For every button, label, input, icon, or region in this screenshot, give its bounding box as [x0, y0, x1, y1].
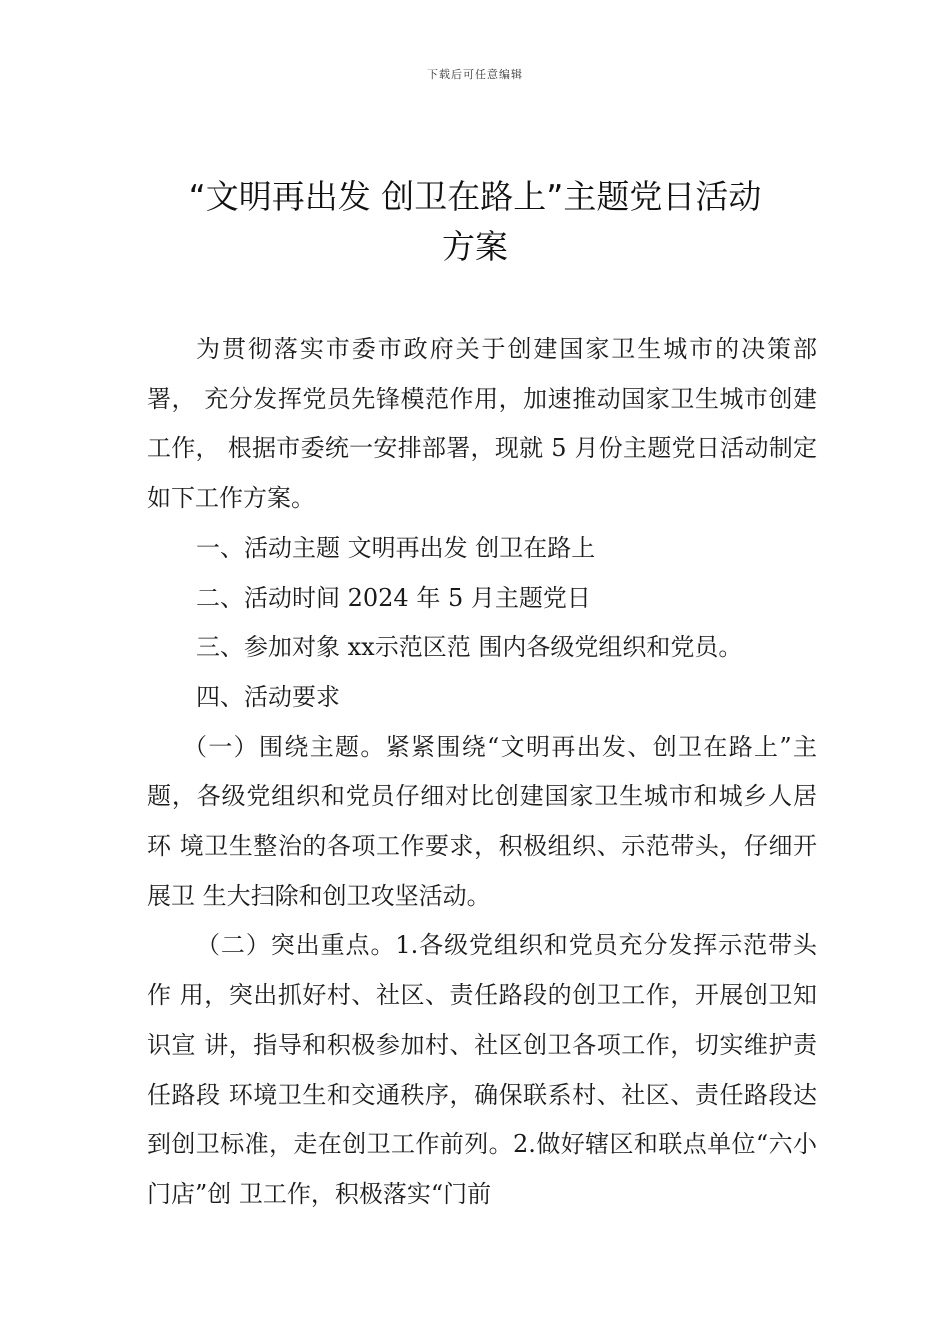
paragraph-requirement-2: （二）突出重点。1.各级党组织和党员充分发挥示范带头作 用，突出抓好村、社区、责任路段的创卫工作，开展创卫知识宣 讲，指导和积极参加村、社区创卫各项工作，切实维护责任路段 环境卫生和交通秩序，确保联系村、社区、责任路段达到创卫标准，走在创卫工作前列。2.做好辖区和联点单位“六小门店”创 卫工作，积极落实“门前	[147, 931, 817, 1208]
header-note: 下载后可任意编辑	[427, 68, 523, 81]
paragraph-participants: 三、参加对象 xx示范区范 围内各级党组织和党员。	[196, 633, 743, 662]
paragraph-time: 二、活动时间 2024 年 5 月主题党日	[196, 583, 591, 612]
document-body	[147, 325, 817, 1220]
paragraph-theme: 一、活动主题 文明再出发 创卫在路上	[196, 533, 596, 562]
paragraph-intro: 为贯彻落实市委市政府关于创建国家卫生城市的决策部署， 充分发挥党员先锋模范作用，加速推动国家卫生城市创建工作， 根据市委统一安排部署，现就 5 月份主题党日活动制定如下工作方案。	[147, 335, 817, 513]
title-line-1: “文明再出发 创卫在路上”主题党日活动	[188, 177, 762, 216]
title-line-2: 方案	[442, 227, 508, 266]
document-title	[120, 172, 830, 272]
paragraph-requirements-heading: 四、活动要求	[196, 682, 340, 711]
paragraph-requirement-1: （一）围绕主题。紧紧围绕“文明再出发、创卫在路上”主 题，各级党组织和党员仔细对比创建国家卫生城市和城乡人居环 境卫生整治的各项工作要求，积极组织、示范带头，仔细开展卫 生大扫除和创卫攻坚活动。	[147, 732, 817, 910]
